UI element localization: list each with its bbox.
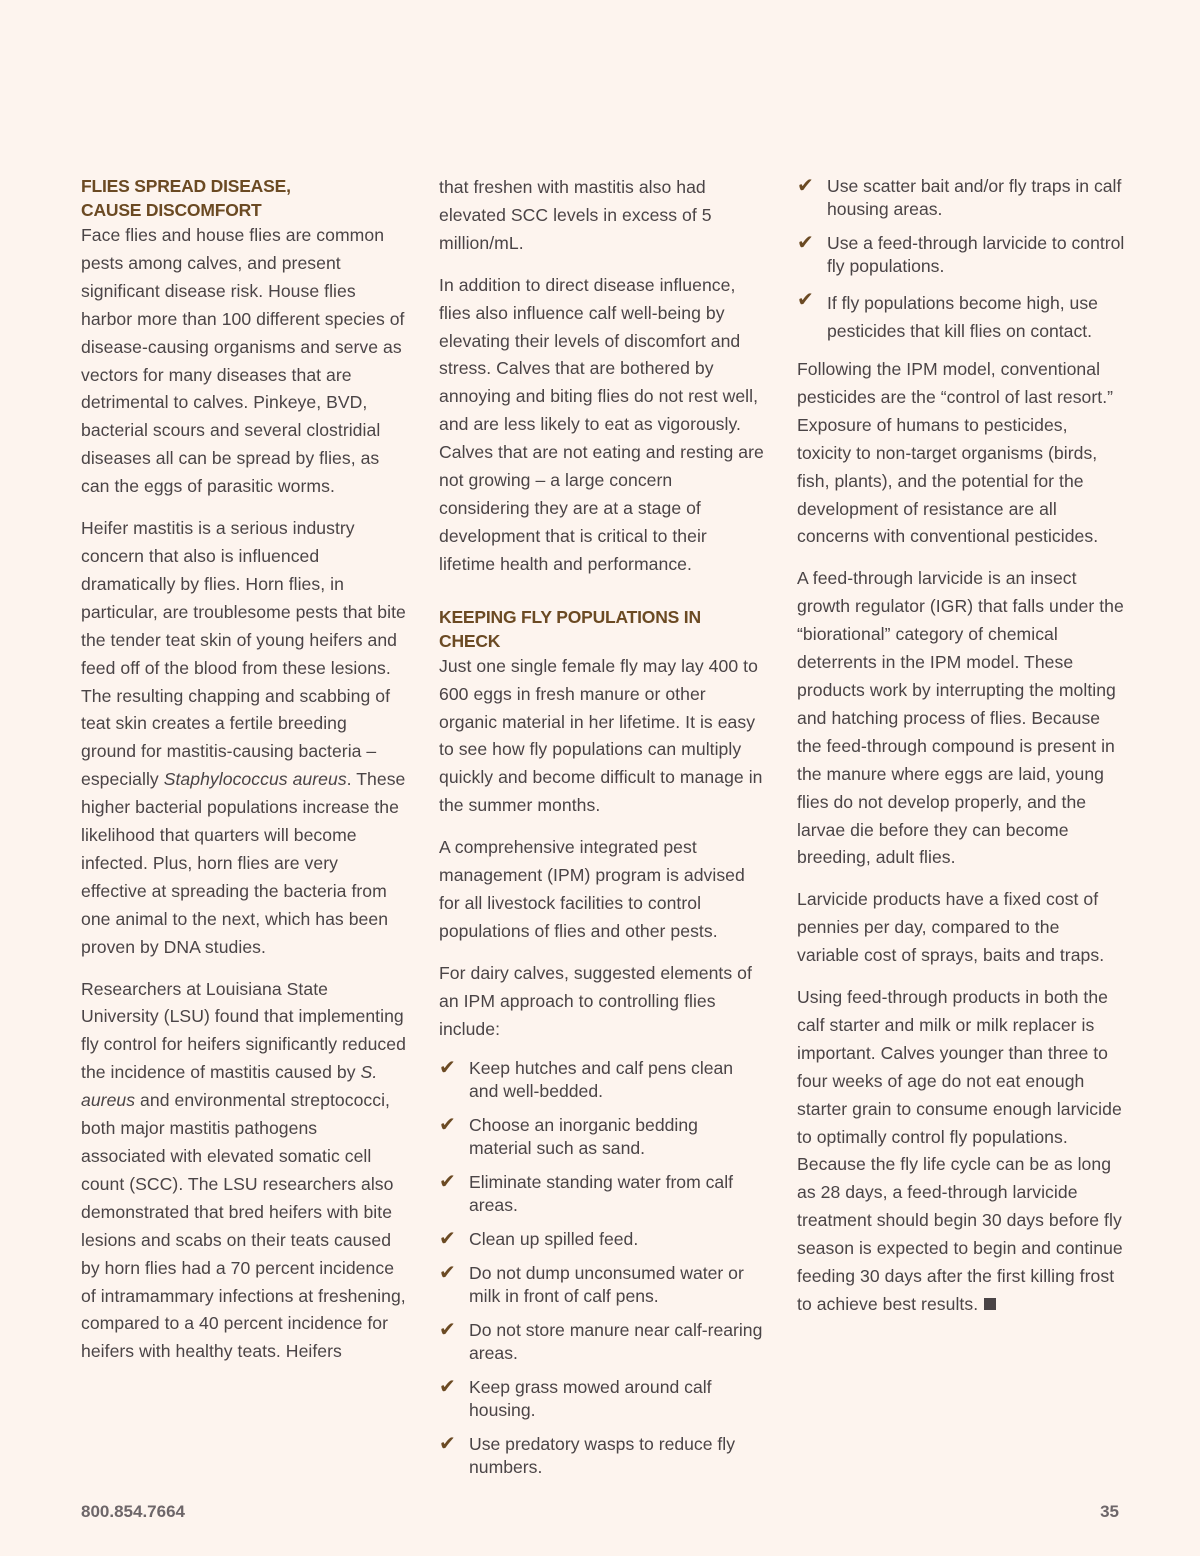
text-run: . These higher bacterial populations increase the likelihood that quarters will become infected. Plus, horn flies are very effective at spreading the bacteria from one animal to the next, which has been proven by DNA studies.	[81, 769, 406, 957]
column-1	[81, 174, 406, 1380]
text-run: Using feed-through products in both the calf starter and milk or milk replacer is important. Calves younger than three to four weeks of age do not eat enough starter grain to consume enough larvicide to optimally control fly populations. Because the fly life cycle can be as long as 28 days, a feed-through larvicide treatment should begin 30 days before fly season is expected to begin and continue feeding 30 days after the first killing frost to achieve best results.	[797, 987, 1123, 1314]
list-item	[797, 232, 1125, 278]
paragraph-ipm-program: A comprehensive integrated pest management (IPM) program is advised for all livestock facilities to control populations of flies and other pests.	[439, 837, 745, 941]
paragraph-ipm-elements-intro: For dairy calves, suggested elements of an IPM approach to controlling flies include:	[439, 962, 752, 1039]
species-name-italic: Staphylococcus aureus	[163, 769, 347, 790]
check-mark-icon: ✔	[797, 232, 814, 254]
list-item	[439, 1433, 764, 1479]
species-name-italic: S. aureus	[81, 1062, 378, 1111]
list-item-text: If fly populations become high, use pesticides that kill flies on contact.	[827, 293, 1098, 341]
ipm-checklist-continued	[797, 175, 1125, 345]
paragraph-feed-through-larvicide: A feed-through larvicide is an insect growth regulator (IGR) that falls under the “biorational” category of chemical deterrents in the IPM model. These products work by interrupting the molting and hatching process of flies. Because the feed-through compound is present in the manure where eggs are laid, young flies do not develop properly, and the larvae die before they can become breeding, adult flies.	[797, 568, 1124, 868]
list-item	[439, 1376, 764, 1422]
list-item-text: Clean up spilled feed.	[469, 1229, 639, 1250]
footer-phone-number: 800.854.7664	[81, 1502, 185, 1521]
list-item-text: Eliminate standing water from calf areas.	[469, 1172, 734, 1216]
text-run: Researchers at Louisiana State University (LSU) found that implementing fly control for heifers significantly reduced the incidence of mastitis caused by	[81, 978, 406, 1083]
text-run: and environmental streptococci, both major mastitis pathogens associated with elevated somatic cell count (SCC). The LSU researchers also demonstrated that bred heifers with bite lesions and scabs on their teats caused by horn flies had a 70 percent incidence of intramammary infections at freshening, compared to a 40 percent incidence for heifers with healthy teats. Heifers	[81, 1090, 406, 1362]
list-item-text: Keep hutches and calf pens clean and well-bedded.	[469, 1058, 734, 1102]
paragraph-lsu-research	[81, 976, 406, 1367]
check-mark-icon: ✔	[439, 1228, 456, 1251]
check-mark-icon: ✔	[439, 1376, 456, 1399]
list-item-text: Do not dump unconsumed water or milk in front of calf pens.	[469, 1263, 744, 1307]
check-mark-icon: ✔	[439, 1057, 456, 1080]
list-item-text: Do not store manure near calf-rearing areas.	[469, 1320, 763, 1364]
check-mark-icon: ✔	[439, 1433, 456, 1456]
check-mark-icon: ✔	[439, 1319, 456, 1342]
paragraph-feed-through-usage	[797, 984, 1125, 1319]
list-item-text: Choose an inorganic bedding material such as sand.	[469, 1115, 698, 1159]
check-mark-icon: ✔	[439, 1171, 456, 1194]
list-item-text: Keep grass mowed around calf housing.	[469, 1377, 712, 1421]
paragraph-conventional-pesticides: Following the IPM model, conventional pesticides are the “control of last resort.” Exposure of humans to pesticides, toxicity to non-target organisms (birds, fish, plants), and the potential for the development of resistance are all concerns with conventional pesticides.	[797, 359, 1114, 547]
section-heading-keeping-fly-populations: KEEPING FLY POPULATIONS IN CHECK	[439, 606, 701, 651]
paragraph-female-fly-eggs: Just one single female fly may lay 400 to 600 eggs in fresh manure or other organic material in her lifetime. It is easy to see how fly populations can multiply quickly and become difficult to manage in the summer months.	[439, 655, 763, 816]
paragraph-larvicide-cost: Larvicide products have a fixed cost of pennies per day, compared to the variable cost of sprays, baits and traps.	[797, 889, 1105, 966]
list-item	[439, 1228, 764, 1251]
list-item-text: Use a feed-through larvicide to control fly populations.	[827, 233, 1125, 276]
list-item	[797, 289, 1125, 345]
paragraph-calf-well-being: In addition to direct disease influence, flies also influence calf well-being by elevating their levels of discomfort and stress. Calves that are bothered by annoying and biting flies do not rest well, and are less likely to eat as vigorously. Calves that are not eating and resting are not growing – a large concern considering they are at a stage of development that is critical to their lifetime health and performance.	[439, 274, 764, 574]
text-run: Heifer mastitis is a serious industry concern that also is influenced dramatically by flies. Horn flies, in particular, are troublesome pests that bite the tender teat skin of young heifers and feed off of the blood from these lesions. The resulting chapping and scabbing of teat skin creates a fertile breeding ground for mastitis-causing bacteria – especially	[81, 518, 406, 790]
column-2	[439, 174, 764, 1490]
list-item	[797, 175, 1125, 221]
heading-line-1: FLIES SPREAD DISEASE,	[81, 176, 291, 196]
check-mark-icon: ✔	[797, 289, 814, 311]
paragraph-freshen-mastitis: that freshen with mastitis also had elevated SCC levels in excess of 5 million/mL.	[439, 177, 712, 253]
list-item	[439, 1171, 764, 1217]
list-item	[439, 1114, 764, 1160]
end-of-article-square-icon	[984, 1298, 996, 1310]
list-item	[439, 1057, 764, 1103]
list-item-text: Use scatter bait and/or fly traps in calf housing areas.	[827, 176, 1122, 219]
column-3	[797, 174, 1125, 1333]
paragraph-heifer-mastitis	[81, 515, 406, 962]
list-item	[439, 1262, 764, 1308]
list-item-text: Use predatory wasps to reduce fly numbers.	[469, 1434, 735, 1478]
section-heading-flies-spread-disease	[81, 174, 406, 222]
check-mark-icon: ✔	[797, 175, 814, 197]
heading-line-2: CAUSE DISCOMFORT	[81, 200, 262, 220]
page-number: 35	[1100, 1502, 1119, 1521]
ipm-checklist	[439, 1057, 764, 1479]
list-item	[439, 1319, 764, 1365]
check-mark-icon: ✔	[439, 1262, 456, 1285]
check-mark-icon: ✔	[439, 1114, 456, 1137]
paragraph-face-flies: Face flies and house flies are common pests among calves, and present significant disease risk. House flies harbor more than 100 different species of disease-causing organisms and serve as vectors for many diseases that are detrimental to calves. Pinkeye, BVD, bacterial scours and several clostridial diseases all can be spread by flies, as can the eggs of parasitic worms.	[81, 225, 405, 497]
